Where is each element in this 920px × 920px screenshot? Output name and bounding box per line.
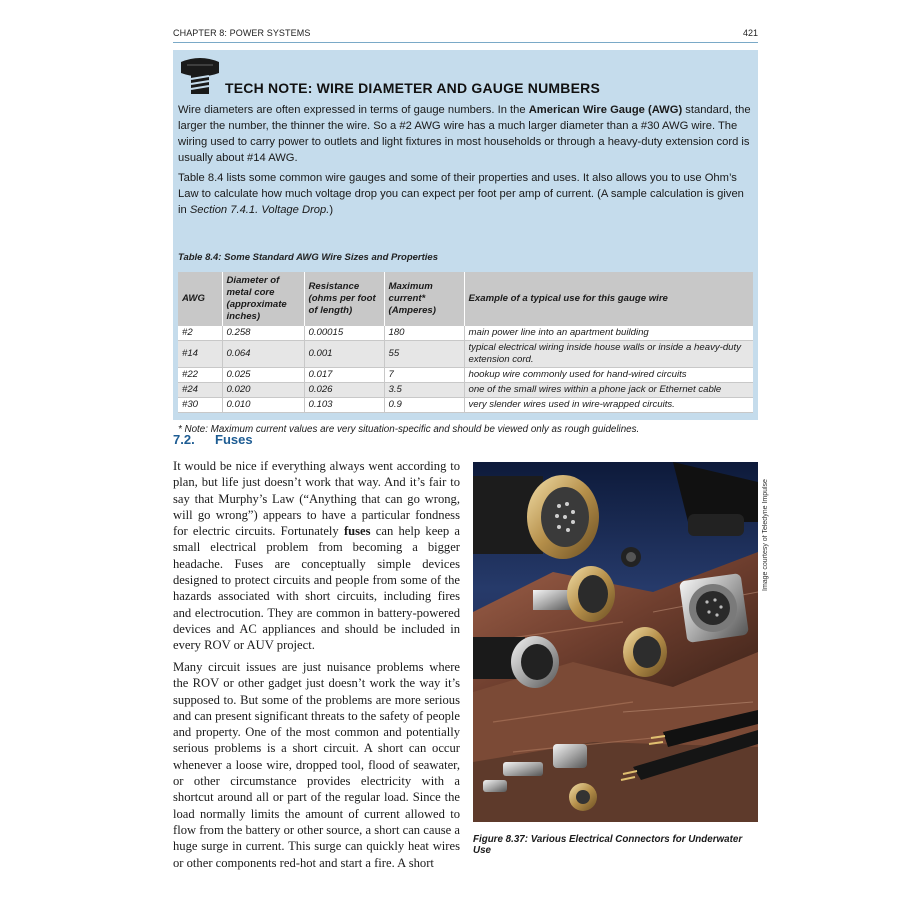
tech-note-title: TECH NOTE: WIRE DIAMETER AND GAUGE NUMBERS xyxy=(225,80,600,96)
figure-caption: Figure 8.37: Various Electrical Connectors for Underwater Use xyxy=(473,834,743,856)
table-row: #30 0.010 0.103 0.9 very slender wires used in wire-wrapped circuits. xyxy=(178,398,753,413)
section-number: 7.2. xyxy=(173,432,195,447)
body-paragraph-1: It would be nice if everything always went according to plan, but life just doesn’t work that way. And it’s fair to say that Murphy’s Law (“Anything that can go wrong, will go wrong”) appears to have a particular fondness for electric circuits. Fortunately fuses can help keep a small electrical problem from becoming a bigger headache. Fuses are conceptually simple devices designed to protect circuits and people from some of the hazards associated with short circuits, including fires and electrocution. They are common in battery-powered devices and AC appliances and should be included in every ROV or AUV project. xyxy=(173,459,460,653)
awg-table xyxy=(178,272,753,413)
col-header-typical-use: Example of a typical use for this gauge wire xyxy=(464,272,753,326)
chapter-title: CHAPTER 8: POWER SYSTEMS xyxy=(173,28,311,38)
image-credit: Image courtesy of Teledyne Impulse xyxy=(762,479,769,591)
col-header-awg: AWG xyxy=(178,272,222,326)
table-header-row xyxy=(178,272,753,326)
book-page xyxy=(173,24,769,904)
table-row: #22 0.025 0.017 7 hookup wire commonly used for hand-wired circuits xyxy=(178,368,753,383)
section-title: Fuses xyxy=(215,432,253,447)
table-row: #24 0.020 0.026 3.5 one of the small wires within a phone jack or Ethernet cable xyxy=(178,383,753,398)
tech-note-paragraph-2: Table 8.4 lists some common wire gauges and some of their properties and uses. It also allows you to use Ohm’s Law to calculate how much voltage drop you can expect per foot per amp of current. (A sample calculation is given in Section 7.4.1. Voltage Drop.) xyxy=(178,172,744,216)
bolt-icon xyxy=(179,56,221,96)
section-reference: Section 7.4.1. Voltage Drop. xyxy=(189,204,330,216)
page-number: 421 xyxy=(742,28,758,38)
tech-note-paragraph-1: Wire diameters are often expressed in terms of gauge numbers. In the American Wire Gauge (AWG) standard, the larger the number, the thinner the wire. So a #2 AWG wire has a much larger diameter than a #30 AWG wire. The wiring used to carry power to outlets and light fixtures in most households or through a heavy-duty extension cord is usually about #14 AWG. xyxy=(178,104,751,164)
table-footnote: * Note: Maximum current values are very situation-specific and should be viewed only as rough guidelines. xyxy=(178,424,640,435)
connectors-photo xyxy=(473,462,758,822)
tech-note-box xyxy=(173,50,758,435)
connectors-illustration xyxy=(473,462,758,822)
running-header xyxy=(173,28,758,43)
col-header-resistance: Resistance (ohms per foot of length) xyxy=(304,272,384,326)
col-header-diameter: Diameter of metal core (approximate inches) xyxy=(222,272,304,326)
table-caption: Table 8.4: Some Standard AWG Wire Sizes and Properties xyxy=(178,252,439,263)
body-paragraph-2: Many circuit issues are just nuisance problems where the ROV or other gadget just doesn’t work the way it’s supposed to. But some of the problems are more serious and can present significant threats to the safety of people and property. One of the most common and potentially serious problems is a short circuit. A short can occur whenever a loose wire, dropped tool, flood of seawater, or other circumstance provides electricity with a shortcut around all or part of the regular load. Since the load normally limits the amount of current allowed to flow from the battery or other source, a short can cause a huge surge in current. This surge can quickly heat wires or other components red-hot and start a fire. A short xyxy=(173,660,460,870)
section-heading xyxy=(173,432,253,447)
table-row: #14 0.064 0.001 55 typical electrical wiring inside house walls or inside a heavy-duty extension cord. xyxy=(178,341,753,368)
col-header-max-current: Maximum current* (Amperes) xyxy=(384,272,464,326)
table-row: #2 0.258 0.00015 180 main power line into an apartment building xyxy=(178,326,753,341)
